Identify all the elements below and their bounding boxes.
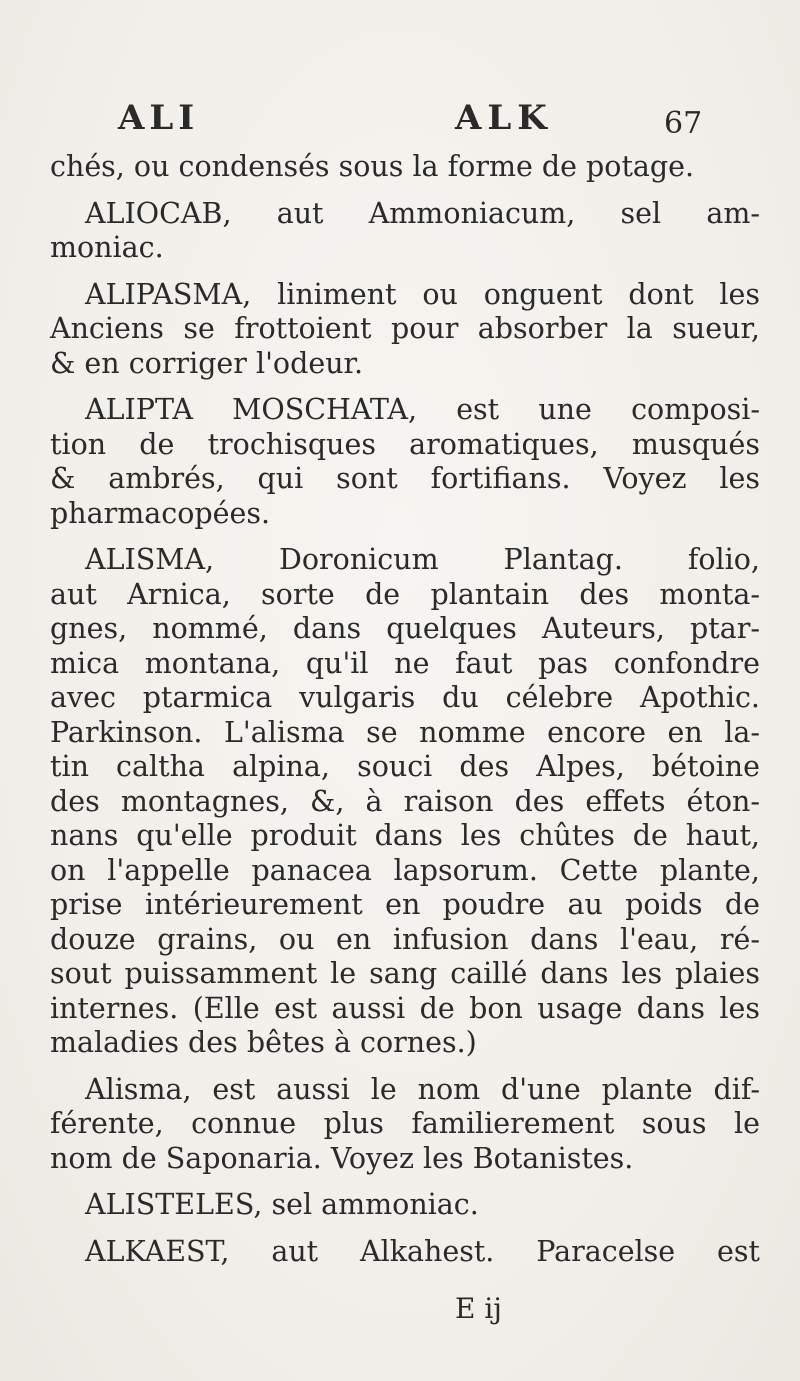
text-line: prise intérieurement en poudre au poids de <box>50 888 760 921</box>
text-line: des montagnes, &, à raison des effets éton- <box>50 784 760 818</box>
text-line: nans qu'elle produit dans les chûtes de haut, <box>50 819 760 852</box>
text-line: Alisma, est aussi le nom d'une plante dif- <box>85 1072 760 1106</box>
text-line: on l'appelle panacea lapsorum. Cette plante, <box>50 853 760 887</box>
text-line: tin caltha alpina, souci des Alpes, bétoine <box>50 750 760 783</box>
dictionary-text <box>50 150 760 1269</box>
entry-continuation <box>50 150 760 185</box>
text-line: internes. (Elle est aussi de bon usage dans les <box>50 991 760 1025</box>
entry-alisma-saponaria <box>50 1073 760 1177</box>
text-line: Parkinson. L'alisma se nomme encore en la- <box>50 715 760 749</box>
text-line: ALISTELES, sel ammoniac. <box>85 1188 479 1221</box>
text-line: gnes, nommé, dans quelques Auteurs, ptar- <box>50 612 760 645</box>
text-line: & en corriger l'odeur. <box>50 346 364 380</box>
text-line: aut Arnica, sorte de plantain des monta- <box>50 577 760 611</box>
text-line: nom de Saponaria. Voyez les Botanistes. <box>50 1141 634 1175</box>
signature-mark: E ij <box>455 1292 502 1325</box>
text-line: & ambrés, qui sont fortifians. Voyez les <box>50 462 760 495</box>
text-line: ALIPASMA, liniment ou onguent dont les <box>85 277 760 311</box>
entry-alisma <box>50 543 760 1061</box>
text-line: chés, ou condensés sous la forme de potage. <box>50 150 695 183</box>
text-line: ALIOCAB, aut Ammoniacum, sel am- <box>85 196 760 230</box>
text-line: ALKAEST, aut Alkahest. Paracelse est <box>85 1234 760 1268</box>
text-line: tion de trochisques aromatiques, musqués <box>50 427 760 461</box>
text-line: ALIPTA MOSCHATA, est une composi- <box>85 393 760 426</box>
entry-alkaest <box>50 1235 760 1270</box>
header-right-keyword: ALK <box>455 98 553 138</box>
entry-aliocab <box>50 197 760 266</box>
header-left-keyword: ALI <box>118 98 200 138</box>
text-line: moniac. <box>50 231 164 264</box>
text-line: avec ptarmica vulgaris du célebre Apothic. <box>50 681 760 714</box>
running-header <box>0 98 800 148</box>
text-line: férente, connue plus familierement sous le <box>50 1107 760 1140</box>
entry-alipta-moschata <box>50 393 760 531</box>
text-line: maladies des bêtes à cornes.) <box>50 1026 477 1059</box>
text-line: douze grains, ou en infusion dans l'eau, ré- <box>50 922 760 956</box>
text-line: pharmacopées. <box>50 496 271 530</box>
entry-alisteles <box>50 1188 760 1223</box>
text-line: sout puissamment le sang caillé dans les plaies <box>50 957 760 990</box>
text-line: mica montana, qu'il ne faut pas confondre <box>50 646 760 680</box>
text-line: Anciens se frottoient pour absorber la sueur, <box>50 312 760 345</box>
entry-alipasma <box>50 278 760 382</box>
page-number: 67 <box>664 106 703 141</box>
text-line: ALISMA, Doronicum Plantag. folio, <box>85 543 760 576</box>
